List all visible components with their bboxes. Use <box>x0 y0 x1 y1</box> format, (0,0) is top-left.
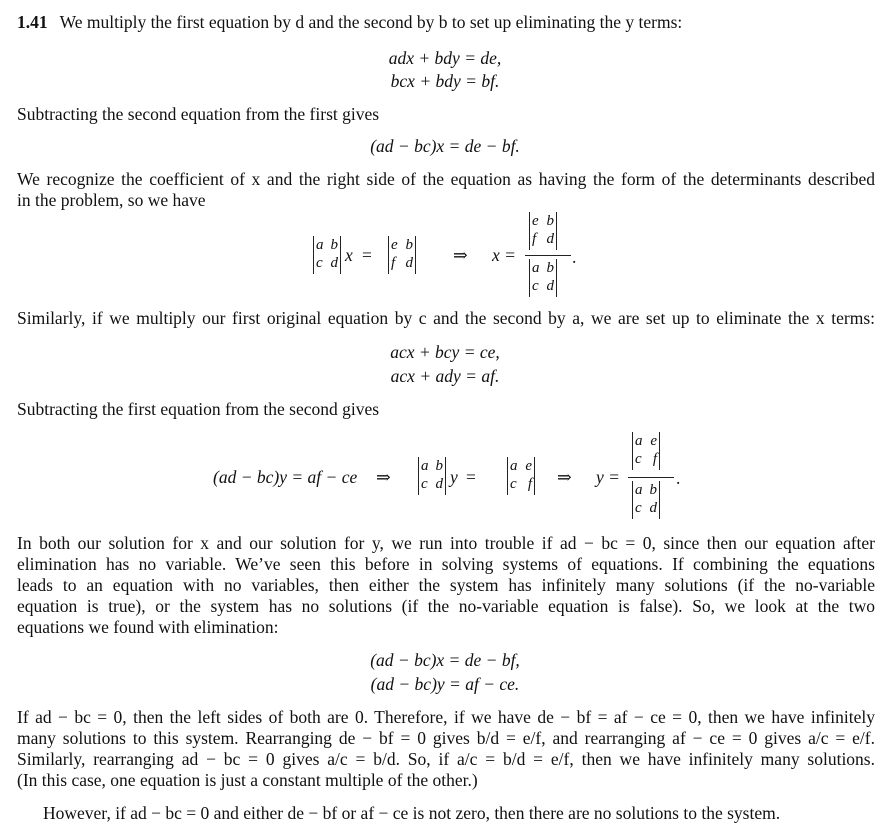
det-entry: a <box>421 458 429 474</box>
equation-3b: acx + ady = af. <box>390 366 500 386</box>
det-entry: c <box>532 278 539 294</box>
det-entry: b <box>546 260 554 276</box>
intro-text: We multiply the first equation by d and the second by b to set up eliminating the y terms: <box>59 12 683 32</box>
paragraph-subtract-2: Subtracting the first equation from the second gives <box>17 399 380 419</box>
det-entry: f <box>532 231 537 247</box>
fraction-bar <box>525 255 571 256</box>
determinant-denominator <box>632 481 660 519</box>
det-entry: c <box>316 255 323 271</box>
det-entry: a <box>532 260 540 276</box>
determinant-numerator <box>529 212 557 250</box>
paragraph-if-1: If ad − bc = 0, then the left sides of both are 0. Therefore, if we have de − bf = af − ce = 0, then we have infinitely <box>17 707 875 727</box>
problem-number: 1.41 <box>17 12 48 32</box>
equation-4b: (ad − bc)y = af − ce. <box>370 674 520 694</box>
det-entry: a <box>635 482 643 498</box>
det-entry: e <box>532 213 539 229</box>
det-entry: b <box>405 237 413 253</box>
paragraph-if-2: many solutions to this system. Rearranging de − bf = 0 gives b/d = e/f, and rearranging af − ce = 0 gives a/c = e/f. <box>17 728 875 748</box>
solve-x-label: x = <box>492 245 516 265</box>
det-entry: c <box>510 476 517 492</box>
det-entry: a <box>510 458 518 474</box>
det-entry: f <box>391 255 396 271</box>
paragraph-trouble-3: leads to an equation with no variables, then either the system has infinitely many solutions (if the no-variable <box>17 575 875 595</box>
implies-arrow-icon: ⇒ <box>376 467 391 487</box>
det-entry: d <box>330 255 338 271</box>
paragraph-however: However, if ad − bc = 0 and either de − bf or af − ce is not zero, then there are no solutions to the system. <box>43 803 781 823</box>
det-entry: e <box>650 433 657 449</box>
paragraph-trouble-5: equations we found with elimination: <box>17 617 279 637</box>
det-entry: e <box>391 237 398 253</box>
det-entry: c <box>635 500 642 516</box>
equation-2: (ad − bc)x = de − bf. <box>370 136 520 156</box>
solve-y-label: y = <box>596 467 620 487</box>
det-entry: b <box>330 237 338 253</box>
equation-1a: adx + bdy = de, <box>388 48 502 68</box>
det-entry: d <box>546 278 554 294</box>
equals-sign: = <box>466 467 476 487</box>
var-y: y <box>450 467 458 487</box>
intro-line <box>17 12 875 33</box>
det-entry: a <box>635 433 643 449</box>
det-entry: f <box>652 451 657 467</box>
paragraph-trouble-4: equation is true), or the system has no solutions (if the no-variable equation is false). So, we look at the two <box>17 596 875 616</box>
paragraph-recognize-1: We recognize the coefficient of x and the right side of the equation as having the form of the determinants described <box>17 169 875 189</box>
det-entry: f <box>527 476 532 492</box>
paragraph-if-4: (In this case, one equation is just a constant multiple of the other.) <box>17 770 478 790</box>
det-entry: a <box>316 237 324 253</box>
equation-4a: (ad − bc)x = de − bf, <box>370 650 520 670</box>
paragraph-similarly: Similarly, if we multiply our first original equation by c and the second by a, we are set up to eliminate the x terms: <box>17 308 875 328</box>
det-entry: d <box>435 476 443 492</box>
det-entry: d <box>649 500 657 516</box>
determinant-coeff <box>313 236 341 274</box>
det-entry: d <box>405 255 413 271</box>
det-entry: b <box>546 213 554 229</box>
paragraph-if-3: Similarly, rearranging ad − bc = 0 gives a/c = b/d. So, if a/c = b/d = e/f, then we have infinitely many solutions. <box>17 749 875 769</box>
period: . <box>572 247 577 267</box>
paragraph-trouble-2: elimination has no variable. We’ve seen this before in solving systems of equations. If combining the equations <box>17 554 875 574</box>
determinant-rhs <box>507 457 535 495</box>
determinant-rhs <box>388 236 416 274</box>
determinant-coeff <box>418 457 446 495</box>
det-entry: b <box>649 482 657 498</box>
det-entry: d <box>546 231 554 247</box>
det-entry: c <box>635 451 642 467</box>
equation-3a: acx + bcy = ce, <box>390 342 500 362</box>
equals-sign: = <box>362 245 372 265</box>
paragraph-subtract-1: Subtracting the second equation from the first gives <box>17 104 380 124</box>
equation-1b: bcx + bdy = bf. <box>390 71 500 91</box>
period: . <box>676 468 681 488</box>
fraction-bar <box>628 477 674 478</box>
paragraph-trouble-1: In both our solution for x and our solution for y, we run into trouble if ad − bc = 0, since then our equation after <box>17 533 875 553</box>
implies-arrow-icon: ⇒ <box>557 467 572 487</box>
determinant-numerator <box>632 432 660 470</box>
equation-lead-y: (ad − bc)y = af − ce <box>213 467 358 487</box>
det-entry: e <box>525 458 532 474</box>
var-x: x <box>345 245 353 265</box>
det-entry: c <box>421 476 428 492</box>
determinant-denominator <box>529 259 557 297</box>
paragraph-recognize-2: in the problem, so we have <box>17 190 206 210</box>
det-entry: b <box>435 458 443 474</box>
implies-arrow-icon: ⇒ <box>453 245 468 265</box>
